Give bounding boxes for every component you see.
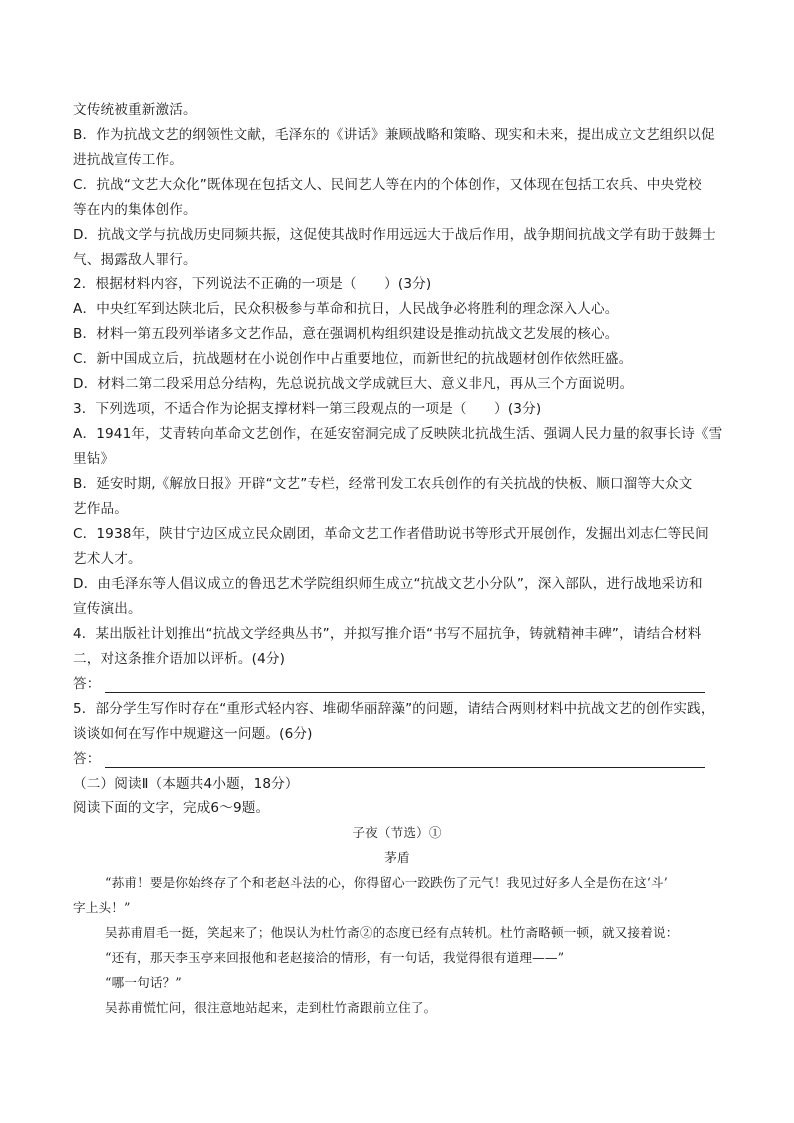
answer-line-5 xyxy=(73,750,723,768)
option-c: C．抗战“文艺大众化”既体现在包括文人、民间艺人等在内的个体创作，又体现在包括工农兵、中央党校 xyxy=(73,177,702,193)
option-a: A．1941年，艾青转向革命文艺创作，在延安窑洞完成了反映陕北抗战生活、强调人民力量的叙事长诗《雪 xyxy=(73,426,723,442)
option-c: C．1938年，陕甘宁边区成立民众剧团，革命文艺工作者借助说书等形式开展创作，发掘出刘志仁等民间 xyxy=(73,526,709,542)
option-a: A．中央红军到达陕北后，民众积极参与革命和抗日，人民战争必将胜利的理念深入人心。 xyxy=(73,301,619,317)
text-line: 气、揭露敌人罪行。 xyxy=(73,252,197,268)
text-line: 文传统被重新激活。 xyxy=(73,102,197,118)
section-heading: （二）阅读Ⅱ（本题共4小题，18分） xyxy=(73,776,299,792)
question-5: 5．部分学生写作时存在“重形式轻内容、堆砌华丽辞藻”的问题，请结合两则材料中抗战文艺的创作实践， xyxy=(73,701,715,717)
passage-line: 字上头！” xyxy=(73,900,131,915)
answer-label: 答： xyxy=(73,676,101,692)
question-4: 4．某出版社计划推出“抗战文学经典丛书”，并拟写推介语“书写不屈抗争，铸就精神丰碑”，请结合材料 xyxy=(73,626,702,642)
passage-paragraph: “还有，那天李玉亭来回报他和老赵接洽的情形，有一句话，我觉得很有道理——” xyxy=(105,950,565,965)
passage-paragraph: 吴荪甫眉毛一挺，笑起来了；他误认为杜竹斋②的态度已经有点转机。杜竹斋略顿一顿，就又接着说： xyxy=(105,925,679,940)
answer-blank[interactable] xyxy=(105,755,705,768)
instruction-line: 阅读下面的文字，完成6～9题。 xyxy=(73,800,270,816)
option-c: C．新中国成立后，抗战题材在小说创作中占重要地位，而新世纪的抗战题材创作依然旺盛。 xyxy=(73,351,633,367)
text-line: 艺作品。 xyxy=(73,501,128,517)
text-line: 进抗战宣传工作。 xyxy=(73,152,183,168)
passage-author: 茅盾 xyxy=(384,850,410,865)
answer-line-4 xyxy=(73,675,723,693)
option-b: B．材料一第五段列举诸多文艺作品，意在强调机构组织建设是推动抗战文艺发展的核心。 xyxy=(73,326,619,342)
passage-paragraph: 吴荪甫慌忙问，很注意地站起来，走到杜竹斋跟前立住了。 xyxy=(105,1000,437,1015)
option-b: B．延安时期,《解放日报》开辟“文艺”专栏，经常刊发工农兵创作的有关抗战的快板、顺口溜等大众文 xyxy=(73,476,693,492)
passage-title: 子夜（节选）① xyxy=(352,825,442,840)
option-d: D．由毛泽东等人倡议成立的鲁迅艺术学院组织师生成立“抗战文艺小分队”，深入部队，进行战地采访和 xyxy=(73,576,703,592)
passage-paragraph: “哪一句话？” xyxy=(105,975,182,990)
option-d: D．材料二第二段采用总分结构，先总说抗战文学成就巨大、意义非凡，再从三个方面说明。 xyxy=(73,376,634,392)
option-d: D．抗战文学与抗战历史同频共振，这促使其战时作用远远大于战后作用，战争期间抗战文学有助于鼓舞士 xyxy=(73,227,716,243)
text-line: 艺术人才。 xyxy=(73,551,142,567)
text-line: 等在内的集体创作。 xyxy=(73,202,197,218)
answer-blank[interactable] xyxy=(105,680,705,693)
option-b: B．作为抗战文艺的纲领性文献，毛泽东的《讲话》兼顾战略和策略、现实和未来，提出成立文艺组织以促 xyxy=(73,127,715,143)
text-line: 宣传演出。 xyxy=(73,601,142,617)
passage-paragraph: “荪甫！要是你始终存了个和老赵斗法的心，你得留心一跤跌伤了元气！我见过好多人全是伤在这‘斗’ xyxy=(105,875,668,890)
text-line: 里钻》 xyxy=(73,451,115,467)
text-line: 谈谈如何在写作中规避这一问题。(6分) xyxy=(73,726,313,742)
answer-label: 答： xyxy=(73,751,101,767)
text-line: 二，对这条推介语加以评析。(4分) xyxy=(73,651,286,667)
question-3: 3．下列选项，不适合作为论据支撑材料一第三段观点的一项是（ ）(3分) xyxy=(73,401,542,417)
question-2: 2．根据材料内容，下列说法不正确的一项是（ ）(3分) xyxy=(73,276,432,292)
